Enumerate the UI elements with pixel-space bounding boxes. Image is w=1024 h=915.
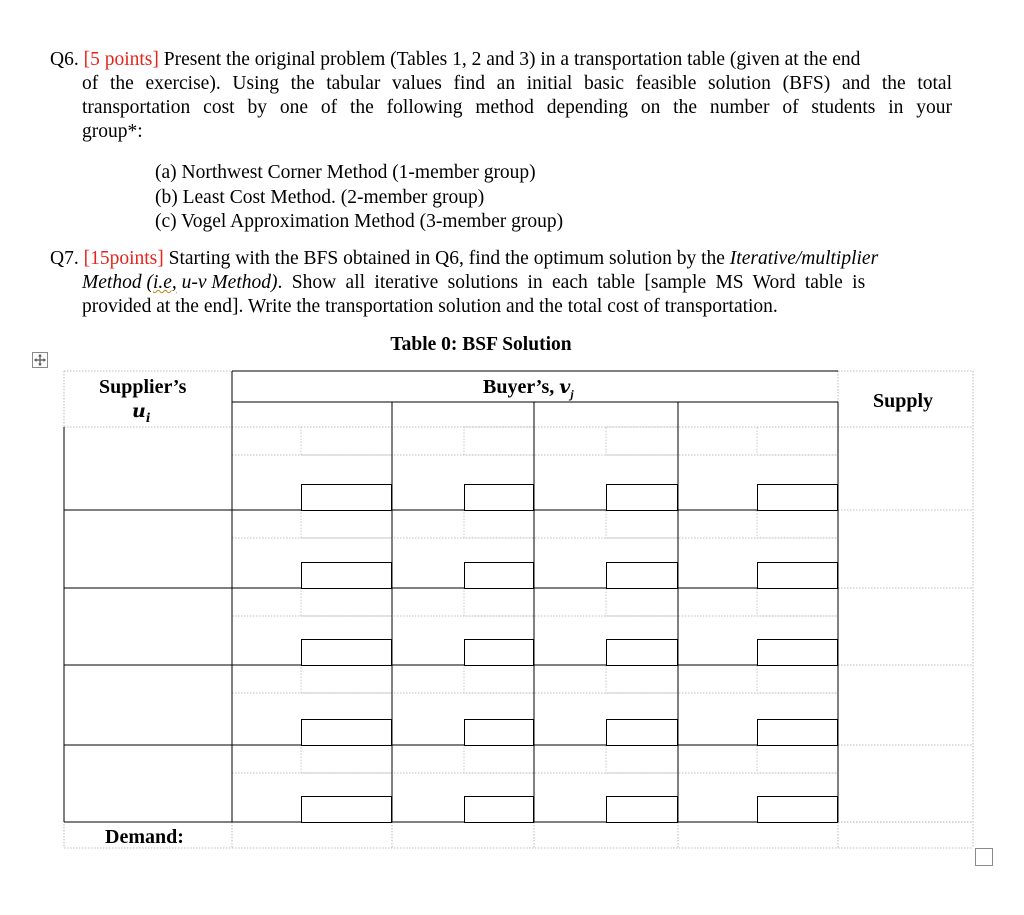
cell-top-box [464,427,534,455]
cell-top-box [301,665,392,693]
cost-box[interactable] [464,796,534,823]
cell-top-box [301,427,392,455]
q6-number: Q6. [50,49,79,70]
cost-box[interactable] [606,719,678,746]
cell-top-box [464,745,534,773]
cost-box[interactable] [757,796,838,823]
cell-top-box [464,510,534,538]
option-c: (c) Vogel Approximation Method (3-member group) [155,211,564,232]
cost-box[interactable] [606,562,678,589]
cost-box[interactable] [757,719,838,746]
cost-box[interactable] [757,484,838,511]
q6-points: [5 points] [83,49,159,70]
suppliers-ui-label: $u_i$ [132,400,151,425]
cell-top-box [464,665,534,693]
table-caption: Table 0: BSF Solution [390,334,572,355]
option-b: (b) Least Cost Method. (2-member group) [155,186,485,208]
cell-top-box [757,665,838,693]
cell-top-box [606,745,678,773]
q7-ie-text: i.e, [152,272,177,293]
cell-top-box [757,427,838,455]
supply-header: Supply [873,390,934,412]
cell-top-box [301,745,392,773]
cost-box[interactable] [301,562,392,589]
cost-box[interactable] [606,484,678,511]
q7-line-3: provided at the end]. Write the transportation solution and the total cost of transportation. [82,296,778,317]
cost-box[interactable] [301,796,392,823]
demand-label: Demand: [105,826,184,848]
q6-line-1-text: Present the original problem (Tables 1, 2 and 3) in a transportation table (given at the end [163,49,861,70]
buyers-header: Buyer’s, $v_j$ [483,376,574,401]
q7-block [50,247,952,319]
cost-box[interactable] [301,639,392,666]
cost-box[interactable] [464,719,534,746]
q7-line-1 [50,247,952,271]
cost-box[interactable] [301,719,392,746]
cost-box[interactable] [606,796,678,823]
q7-line-2 [50,271,952,295]
cost-box[interactable] [301,484,392,511]
cost-box[interactable] [757,639,838,666]
cost-box[interactable] [606,639,678,666]
table-move-handle[interactable] [32,352,48,368]
cost-box[interactable] [464,484,534,511]
q6-line-4: group*: [82,121,143,142]
q6-block [50,48,952,144]
cell-top-box [301,510,392,538]
q7-method-continued: Method ( [82,272,153,293]
cost-box[interactable] [757,562,838,589]
cost-box[interactable] [464,562,534,589]
q7-line-1-text: Starting with the BFS obtained in Q6, find the optimum solution by the [168,248,725,269]
suppliers-header: Supplier’s [99,376,187,398]
cell-top-box [606,665,678,693]
move-arrows-icon [34,354,46,366]
q7-points: [15points] [83,248,164,269]
q6-line-1 [50,48,952,72]
cell-top-box [606,427,678,455]
cell-top-box [464,588,534,616]
cell-top-box [301,588,392,616]
option-a: (a) Northwest Corner Method (1-member group) [155,162,536,183]
cost-box[interactable] [464,639,534,666]
cell-top-box [606,510,678,538]
q6-line-3: transportation cost by one of the following method depending on the number of students in your [82,97,952,118]
q7-line-2-text: . Show all iterative solutions in each table [sample MS Word table is [277,272,866,293]
cell-top-box [757,588,838,616]
table-resize-handle[interactable] [975,848,993,866]
q6-options [155,161,563,235]
cell-top-box [757,510,838,538]
q7-uv-method: u-v Method) [181,272,278,293]
cell-top-box [757,745,838,773]
q7-number: Q7. [50,248,79,269]
q6-line-2: of the exercise). Using the tabular values find an initial basic feasible solution (BFS) and the total [82,73,952,94]
cell-top-box [606,588,678,616]
q7-method-name: Iterative/multiplier [729,248,879,269]
